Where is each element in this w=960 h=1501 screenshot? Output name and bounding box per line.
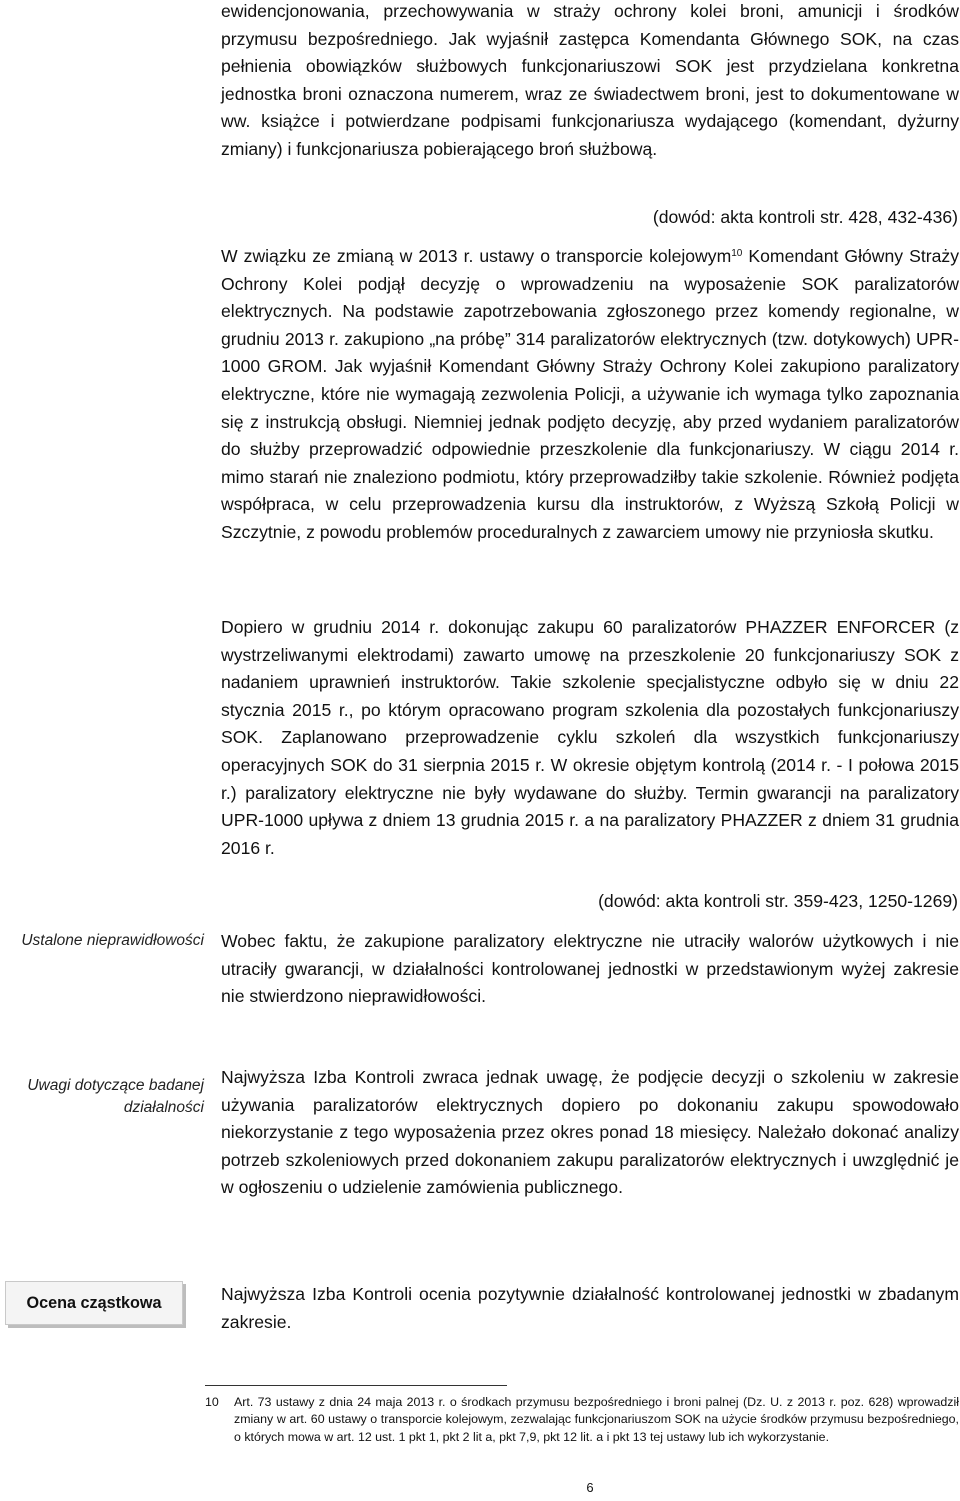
paragraph-text: Najwyższa Izba Kontroli zwraca jednak uwagę, że podjęcie decyzji o szkoleniu w zakresie używania paralizatorów elektrycznych dopiero po dokonaniu zakupu spowodowało niekorzystanie z tego wyposażenia przez okres ponad 18 miesięcy. Należało dokonać analizy potrzeb szkoleniowych przed dokonaniem zakupu paralizatorów elektrycznych i uwzględnić je w ogłoszeniu o udzielenie zamówienia publicznego. [221,1067,959,1198]
paragraph-text-part: Komendant Główny Straży Ochrony Kolei podjął decyzję o wprowadzeniu na wyposażenie SOK paralizatorów elektrycznych. Na podstawie zapotrzebowania zgłoszonego przez komendy regionalne, w grudniu 2013 r. zakupiono „na próbę” 314 paralizatorów elektrycznych (tzw. dotykowych) UPR-1000 GROM. Jak wyjaśnił Komendant Główny Straży Ochrony Kolei zakupiono paralizatory elektryczne, które nie wymagają zezwolenia Policji, a używanie ich wymaga tylko zapoznania się z instrukcją obsługi. Niemniej jednak podjęto decyzję, aby przed wydaniem paralizatorów do służby przeprowadzić odpowiednie przeszkolenie dla funkcjonariuszy. W ciągu 2014 r. mimo starań nie znaleziono podmiotu, który przeprowadziłby takie szkolenie. Również podjęta współpraca, w celu przeprowadzenia kursu dla instruktorów, z Wyższą Szkołą Policji w Szczytnie, z powodu problemów proceduralnych z zawarciem umowy nie przyniosła skutku. [221,246,959,542]
partial-assessment-box: Ocena cząstkowa [5,1281,183,1325]
footnote-number: 10 [205,1395,219,1409]
paragraph-text: Dopiero w grudniu 2014 r. dokonując zakupu 60 paralizatorów PHAZZER ENFORCER (z wystrzeliwanymi elektrodami) zawarto umowę na przeszkolenie 20 funkcjonariuszy SOK z nadaniem uprawnień instruktorów. Takie szkolenie specjalistyczne odbyło się w dniu 22 stycznia 2015 r., po którym opracowano program szkolenia dla pozostałych funkcjonariuszy SOK. Zaplanowano przeprowadzenie cyklu szkoleń dla wszystkich funkcjonariuszy operacyjnych SOK do 31 sierpnia 2015 r. W okresie objętym kontrolą (2014 r. - I połowa 2015 r.) paralizatory elektryczne nie były wydawane do służby. Termin gwarancji na paralizatory UPR-1000 upływa z dniem 13 grudnia 2015 r. a na paralizatory PHAZZER z dniem 31 grudnia 2016 r. [221,617,959,858]
paragraph-remarks [221,1064,959,1202]
paragraph-training [221,614,959,862]
footnote-text: Art. 73 ustawy z dnia 24 maja 2013 r. o środkach przymusu bezpośredniego i broni palnej (Dz. U. z 2013 r. poz. 628) wprowadził zmiany w art. 60 ustawy o transporcie kolejowym, zezwalając funkcjonariuszom SOK na użycie środków przymusu bezpośredniego, o których mowa w art. 12 ust. 1 pkt 1, pkt 2 lit a, pkt 7,9, pkt 12 lit. a i pkt 13 tej ustawy lub ich wykorzystanie. [234,1395,959,1444]
paragraph-no-irregularities [221,928,959,1011]
paragraph-text-part: W związku ze zmianą w 2013 r. ustawy o transporcie kolejowym [221,246,732,266]
footnote-reference: 10 [731,248,743,259]
paragraph-text: ewidencjonowania, przechowywania w straży ochrony kolei broni, amunicji i środków przymusu bezpośredniego. Jak wyjaśnił zastępca Komendanta Głównego SOK, na czas pełnienia obowiązków służbowych funkcjonariuszowi SOK jest przydzielana konkretna jednostka broni oznaczona numerem, wraz ze świadectwem broni, jest to dokumentowane w ww. książce i potwierdzane podpisami funkcjonariusza wydającego (komendant, dyżurny zmiany) i funkcjonariusza pobierającego broń służbową. [221,1,959,159]
margin-label-remarks: Uwagi dotyczące badanej działalności [27,1077,204,1116]
footnote-separator [205,1385,507,1386]
paragraph-text: Najwyższa Izba Kontroli ocenia pozytywnie działalność kontrolowanej jednostki w zbadanym zakresie. [221,1284,959,1332]
paragraph-text [221,243,959,547]
paragraph-weapons-records [221,0,959,164]
page-number: 6 [586,1480,594,1495]
paragraph-text: Wobec faktu, że zakupione paralizatory elektryczne nie utraciły walorów użytkowych i nie utraciły gwarancji, w działalności kontrolowanej jednostki w przedstawionym wyżej zakresie nie stwierdzono nieprawidłowości. [221,931,959,1007]
evidence-reference-1: (dowód: akta kontroli str. 428, 432-436) [652,207,958,227]
paragraph-assessment [221,1281,959,1336]
footnote [205,1394,959,1446]
margin-label-irregularities: Ustalone nieprawidłowości [21,932,204,949]
paragraph-tasers-purchase [221,243,959,547]
evidence-reference-2: (dowód: akta kontroli str. 359-423, 1250-1269) [598,891,958,911]
